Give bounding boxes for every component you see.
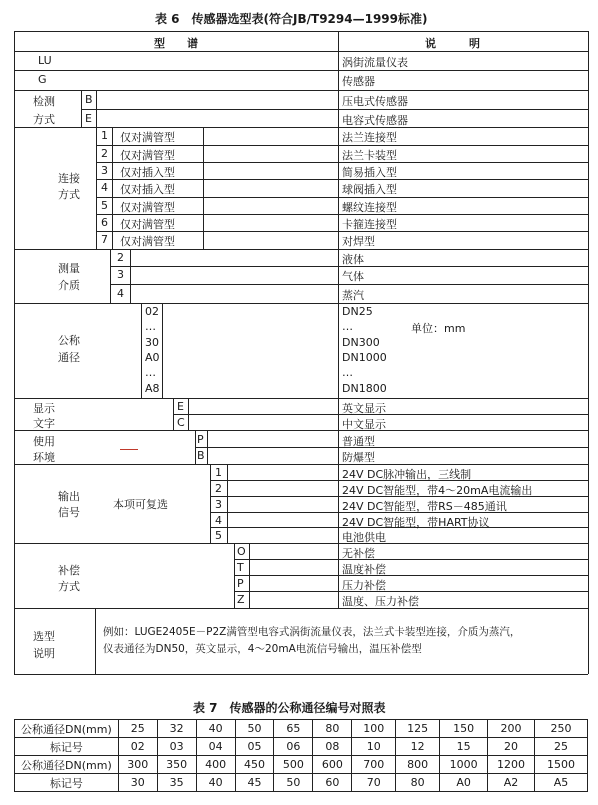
table-cell: 03 [157,738,196,756]
diameter-label-2: 通径 [58,351,80,364]
display-label-1: 显示 [33,402,55,415]
connect-label-1: 连接 [58,172,80,185]
example-label-1: 选型 [33,630,55,643]
table-cell: 20 [488,738,535,756]
diameter-code-table [14,719,588,792]
table-row [15,774,588,792]
compensation-desc: 温度、压力补偿 [342,595,419,608]
compensation-code: O [237,545,246,558]
output-desc: 24V DC智能型，带RS－485通讯 [342,500,507,513]
table-cell: 1500 [534,756,587,774]
table-cell: 25 [534,738,587,756]
header-model: 型 谱 [154,37,198,50]
table-cell: 600 [313,756,352,774]
diameter-code: … [145,366,156,379]
connect-desc: 法兰连接型 [342,131,397,144]
diameter-desc: DN300 [342,336,380,349]
table-cell: 1200 [488,756,535,774]
table-cell: 125 [396,720,440,738]
table-cell: A2 [488,774,535,792]
table-cell: 70 [352,774,396,792]
compensation-code: Z [237,593,245,606]
table-cell: 300 [118,756,157,774]
diameter-desc: DN25 [342,305,373,318]
medium-label-2: 介质 [58,279,80,292]
table-cell: 450 [235,756,274,774]
connect-desc: 螺纹连接型 [342,201,397,214]
table-cell: 80 [313,720,352,738]
output-code: 4 [215,514,222,527]
g-desc: 传感器 [342,75,375,88]
table-cell: 500 [274,756,313,774]
table-cell: 04 [196,738,235,756]
table-cell: 10 [352,738,396,756]
display-label-2: 文字 [33,417,55,430]
table-cell: 标记号 [15,738,119,756]
table-cell: 250 [534,720,587,738]
compensation-code: T [237,561,244,574]
table-cell: 标记号 [15,774,119,792]
detect-desc: 电容式传感器 [342,114,408,127]
connect-type: 仅对满管型 [120,131,175,144]
table-cell: 30 [118,774,157,792]
example-label-2: 说明 [33,647,55,660]
red-mark [120,449,138,450]
display-code: C [177,416,185,429]
table-cell: 08 [313,738,352,756]
diameter-desc: … [342,366,353,379]
diameter-code: 30 [145,336,159,349]
detect-code: B [85,93,93,106]
diameter-unit: 单位：mm [411,322,466,335]
table-cell: 40 [196,774,235,792]
table-cell: 25 [118,720,157,738]
table-cell: A5 [534,774,587,792]
connect-desc: 对焊型 [342,235,375,248]
table-cell: 12 [396,738,440,756]
table-cell: 400 [196,756,235,774]
diameter-code: … [145,320,156,333]
table6-title: 表 6 传感器选型表(符合JB/T9294—1999标准) [155,12,428,26]
connect-code: 2 [101,147,108,160]
connect-type: 仅对插入型 [120,183,175,196]
table-cell: 32 [157,720,196,738]
example-line-2: 仪表通径为DN50，英文显示，4～20mA电流信号输出，温压补偿型 [103,643,422,655]
compensation-desc: 压力补偿 [342,579,386,592]
table-row [15,720,588,738]
output-label-2: 信号 [58,506,80,519]
table-cell: 05 [235,738,274,756]
table-cell: 02 [118,738,157,756]
medium-code: 4 [117,287,124,300]
medium-desc: 液体 [342,253,364,266]
table-cell: 40 [196,720,235,738]
connect-desc: 法兰卡装型 [342,149,397,162]
compensation-label-2: 方式 [58,580,80,593]
g-code: G [38,73,47,86]
output-desc: 24V DC智能型，带4～20mA电流输出 [342,484,533,497]
connect-desc: 球阀插入型 [342,183,397,196]
medium-desc: 蒸汽 [342,289,364,302]
compensation-code: P [237,577,244,590]
table-cell: 350 [157,756,196,774]
output-label-1: 输出 [58,490,80,503]
header-description: 说 明 [425,37,480,50]
diameter-desc: DN1800 [342,382,387,395]
connect-type: 仅对满管型 [120,201,175,214]
medium-code: 3 [117,268,124,281]
connect-code: 4 [101,181,108,194]
connect-label-2: 方式 [58,188,80,201]
table-cell: 公称通径DN(mm) [15,720,119,738]
compensation-desc: 温度补偿 [342,563,386,576]
lu-desc: 涡街流量仪表 [342,56,408,69]
table-cell: 50 [274,774,313,792]
connect-code: 1 [101,129,108,142]
table-cell: 700 [352,756,396,774]
diameter-code: A0 [145,351,160,364]
diameter-code: 02 [145,305,159,318]
diameter-label-1: 公称 [58,334,80,347]
environment-code: P [197,433,204,446]
table-cell: 80 [396,774,440,792]
environment-desc: 普通型 [342,435,375,448]
output-code: 3 [215,498,222,511]
output-note: 本项可复选 [113,498,168,511]
table-cell: 60 [313,774,352,792]
table-cell: A0 [440,774,488,792]
output-code: 1 [215,466,222,479]
output-code: 2 [215,482,222,495]
connect-desc: 卡箍连接型 [342,218,397,231]
table-cell: 35 [157,774,196,792]
detect-label-1: 检测 [33,95,55,108]
display-desc: 中文显示 [342,418,386,431]
compensation-desc: 无补偿 [342,547,375,560]
medium-code: 2 [117,251,124,264]
output-desc: 24V DC智能型，带HART协议 [342,516,490,529]
table-cell: 45 [235,774,274,792]
lu-code: LU [38,54,52,67]
connect-type: 仅对插入型 [120,166,175,179]
table-row [15,738,588,756]
medium-label-1: 测量 [58,262,80,275]
table-cell: 15 [440,738,488,756]
connect-desc: 简易插入型 [342,166,397,179]
compensation-label-1: 补偿 [58,564,80,577]
diameter-code: A8 [145,382,160,395]
table-cell: 200 [488,720,535,738]
environment-code: B [197,449,205,462]
table-cell: 1000 [440,756,488,774]
display-desc: 英文显示 [342,402,386,415]
connect-type: 仅对满管型 [120,149,175,162]
diameter-desc: … [342,320,353,333]
detect-code: E [85,112,92,125]
output-desc: 24V DC脉冲输出，三线制 [342,468,472,481]
table-cell: 公称通径DN(mm) [15,756,119,774]
example-line-1: 例如：LUGE2405E－P2Z满管型电容式涡街流量仪表，法兰式卡装型连接，介质为蒸汽， [103,626,521,638]
environment-label-1: 使用 [33,435,55,448]
connect-code: 3 [101,164,108,177]
table-cell: 800 [396,756,440,774]
display-code: E [177,400,184,413]
table-row [15,756,588,774]
table-cell: 65 [274,720,313,738]
table-cell: 100 [352,720,396,738]
connect-code: 6 [101,216,108,229]
output-code: 5 [215,529,222,542]
connect-code: 7 [101,233,108,246]
connect-type: 仅对满管型 [120,218,175,231]
detect-label-2: 方式 [33,113,55,126]
environment-desc: 防爆型 [342,451,375,464]
output-desc: 电池供电 [342,531,386,544]
diameter-desc: DN1000 [342,351,387,364]
connect-type: 仅对满管型 [120,235,175,248]
table-cell: 06 [274,738,313,756]
detect-desc: 压电式传感器 [342,95,408,108]
environment-label-2: 环境 [33,451,55,464]
medium-desc: 气体 [342,270,364,283]
table7-title: 表 7 传感器的公称通径编号对照表 [193,701,386,715]
connect-code: 5 [101,199,108,212]
table-cell: 150 [440,720,488,738]
table-cell: 50 [235,720,274,738]
